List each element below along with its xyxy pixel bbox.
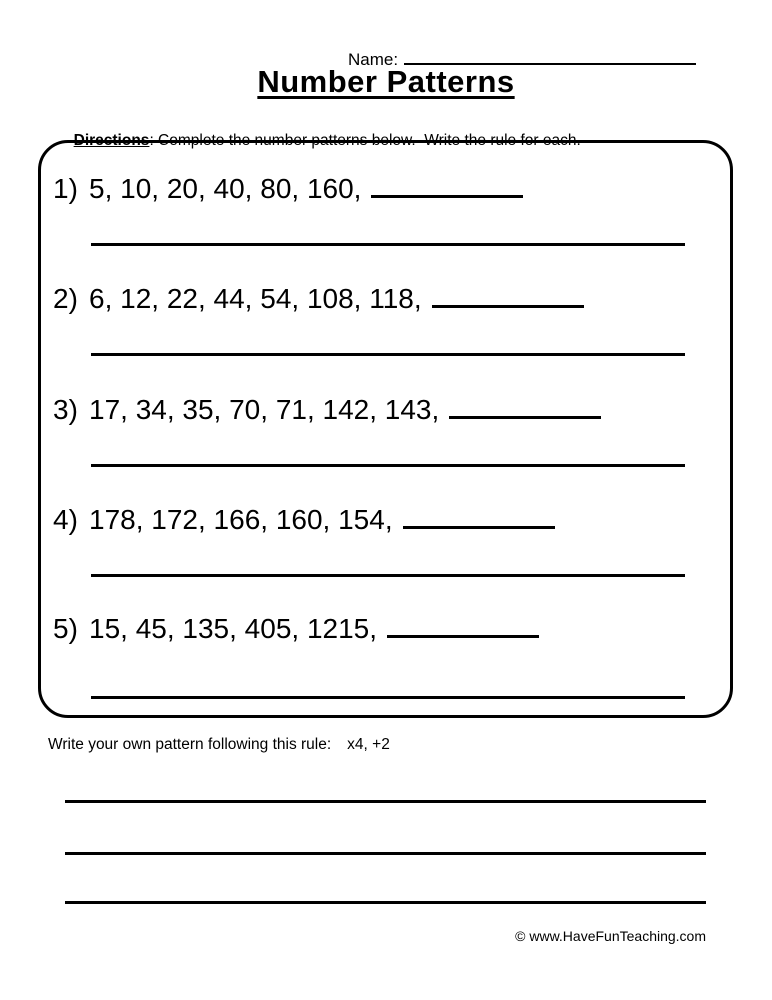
own-pattern-prompt-row: [48, 736, 390, 754]
answer-blank[interactable]: [403, 498, 555, 529]
answer-blank[interactable]: [432, 277, 584, 308]
rule-write-line[interactable]: [91, 574, 685, 577]
own-pattern-write-line-2[interactable]: [65, 852, 706, 855]
problem-row-5: [53, 607, 713, 645]
problem-number: 1): [53, 173, 78, 204]
own-pattern-write-line-1[interactable]: [65, 800, 706, 803]
problem-number: 4): [53, 504, 78, 535]
problem-sequence: 6, 12, 22, 44, 54, 108, 118,: [89, 283, 422, 314]
answer-blank[interactable]: [371, 167, 523, 198]
name-fill-in-line[interactable]: [404, 46, 696, 65]
own-pattern-rule: x4, +2: [347, 736, 390, 753]
problem-sequence: 178, 172, 166, 160, 154,: [89, 504, 393, 535]
own-pattern-write-line-3[interactable]: [65, 901, 706, 904]
problem-sequence: 5, 10, 20, 40, 80, 160,: [89, 173, 362, 204]
rule-write-line[interactable]: [91, 696, 685, 699]
rule-write-line[interactable]: [91, 243, 685, 246]
answer-blank[interactable]: [387, 607, 539, 638]
rule-write-line[interactable]: [91, 464, 685, 467]
answer-blank[interactable]: [449, 388, 601, 419]
problem-row-2: [53, 277, 713, 315]
problem-row-4: [53, 498, 713, 536]
problem-row-1: [53, 167, 713, 205]
directions-text: : Complete the number patterns below. Write the rule for each.: [149, 132, 581, 149]
own-pattern-prompt: Write your own pattern following this rule:: [48, 736, 332, 753]
problem-number: 5): [53, 613, 78, 644]
problems-box: [38, 140, 733, 718]
name-label: Name:: [348, 50, 399, 69]
problem-number: 3): [53, 394, 78, 425]
problem-row-3: [53, 388, 713, 426]
directions-label: Directions: [73, 132, 150, 149]
footer-credit: © www.HaveFunTeaching.com: [515, 928, 706, 944]
problem-number: 2): [53, 283, 78, 314]
problem-sequence: 15, 45, 135, 405, 1215,: [89, 613, 378, 644]
rule-write-line[interactable]: [91, 353, 685, 356]
problem-sequence: 17, 34, 35, 70, 71, 142, 143,: [89, 394, 440, 425]
page-title: Number Patterns: [257, 64, 515, 99]
